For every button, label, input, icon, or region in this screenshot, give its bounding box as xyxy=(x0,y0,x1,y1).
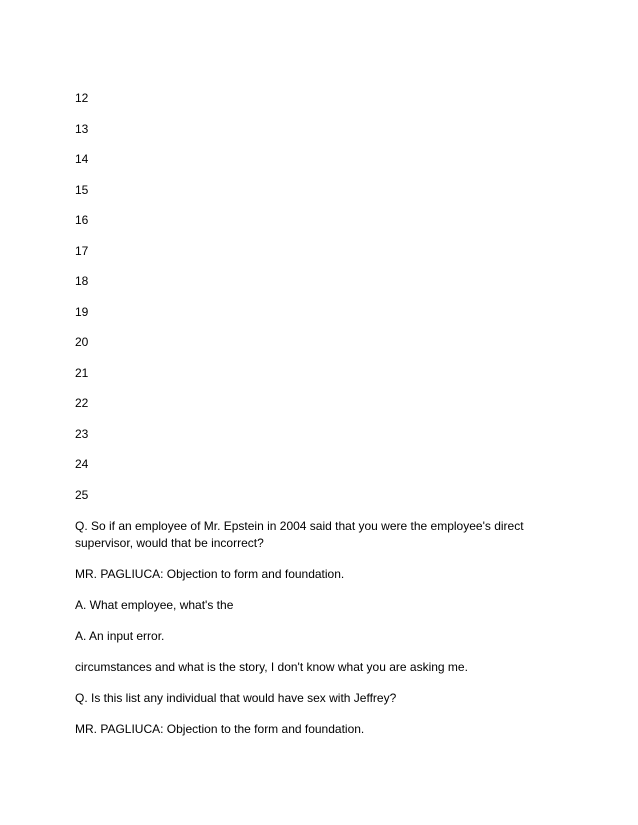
line-number: 22 xyxy=(75,396,89,410)
line-number-column xyxy=(75,90,88,517)
line-number: 17 xyxy=(75,243,89,258)
line-number: 14 xyxy=(75,152,89,166)
continuation-paragraph: circumstances and what is the story, I don't know what you are asking me. xyxy=(75,660,468,674)
line-number: 25 xyxy=(75,487,89,502)
transcript-body xyxy=(75,518,555,752)
line-number: 21 xyxy=(75,365,89,380)
question-paragraph: Q. Is this list any individual that would have sex with Jeffrey? xyxy=(75,691,397,705)
line-number: 24 xyxy=(75,457,89,471)
line-number: 15 xyxy=(75,182,89,197)
answer-paragraph: A. What employee, what's the xyxy=(75,598,234,612)
objection-paragraph: MR. PAGLIUCA: Objection to form and foundation. xyxy=(75,567,345,581)
line-number: 12 xyxy=(75,91,89,105)
line-number: 19 xyxy=(75,304,89,319)
line-number: 18 xyxy=(75,274,89,288)
objection-paragraph: MR. PAGLIUCA: Objection to the form and foundation. xyxy=(75,722,365,736)
line-number: 20 xyxy=(75,335,89,349)
line-number: 23 xyxy=(75,426,89,441)
line-number: 16 xyxy=(75,213,89,227)
line-number: 13 xyxy=(75,121,89,136)
question-paragraph: Q. So if an employee of Mr. Epstein in 2004 said that you were the employee's direct supervisor, would that be incorrect? xyxy=(75,519,524,550)
answer-paragraph: A. An input error. xyxy=(75,629,165,643)
